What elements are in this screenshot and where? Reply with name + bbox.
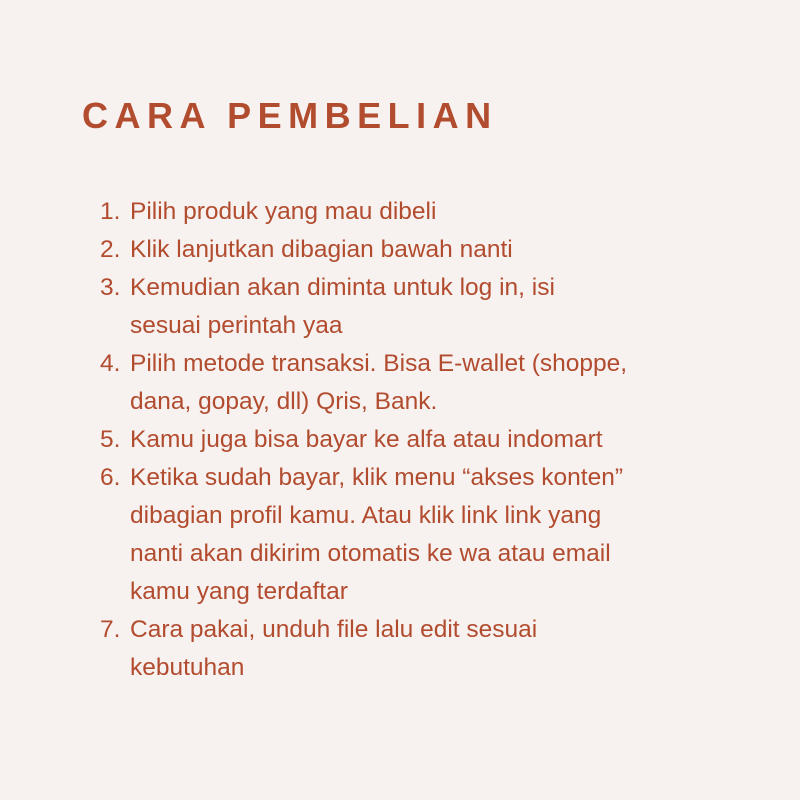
step-text bbox=[130, 459, 740, 611]
step-text-line: Klik lanjutkan dibagian bawah nanti bbox=[130, 236, 513, 263]
step-number: 1. bbox=[100, 198, 121, 225]
step-text-line: sesuai perintah yaa bbox=[130, 312, 343, 339]
step-text-line: kamu yang terdaftar bbox=[130, 578, 348, 605]
step-text bbox=[130, 611, 740, 687]
step-text bbox=[130, 269, 740, 345]
step-number: 4. bbox=[100, 350, 121, 377]
step-text bbox=[130, 345, 740, 421]
step-number: 3. bbox=[100, 274, 121, 301]
step-text-line: nanti akan dikirim otomatis ke wa atau email bbox=[130, 540, 611, 567]
step-text-line: Kamu juga bisa bayar ke alfa atau indomart bbox=[130, 426, 603, 453]
step-text bbox=[130, 231, 740, 269]
step-6 bbox=[100, 459, 740, 611]
step-text-line: kebutuhan bbox=[130, 654, 245, 681]
step-number: 2. bbox=[100, 236, 121, 263]
step-text-line: dana, gopay, dll) Qris, Bank. bbox=[130, 388, 438, 415]
step-5 bbox=[100, 421, 740, 459]
step-2 bbox=[100, 231, 740, 269]
step-3 bbox=[100, 269, 740, 345]
step-text-line: Pilih produk yang mau dibeli bbox=[130, 198, 437, 225]
step-7 bbox=[100, 611, 740, 687]
step-text bbox=[130, 421, 740, 459]
page-title: CARA PEMBELIAN bbox=[82, 95, 498, 136]
step-number: 7. bbox=[100, 616, 121, 643]
step-text-line: Kemudian akan diminta untuk log in, isi bbox=[130, 274, 555, 301]
step-text bbox=[130, 193, 740, 231]
step-text-line: Ketika sudah bayar, klik menu “akses konten” bbox=[130, 464, 623, 491]
purchase-steps-list bbox=[100, 193, 740, 687]
step-text-line: dibagian profil kamu. Atau klik link link yang bbox=[130, 502, 602, 529]
step-text-line: Cara pakai, unduh file lalu edit sesuai bbox=[130, 616, 538, 643]
step-1 bbox=[100, 193, 740, 231]
step-text-line: Pilih metode transaksi. Bisa E-wallet (shoppe, bbox=[130, 350, 628, 377]
step-4 bbox=[100, 345, 740, 421]
step-number: 5. bbox=[100, 426, 121, 453]
step-number: 6. bbox=[100, 464, 121, 491]
